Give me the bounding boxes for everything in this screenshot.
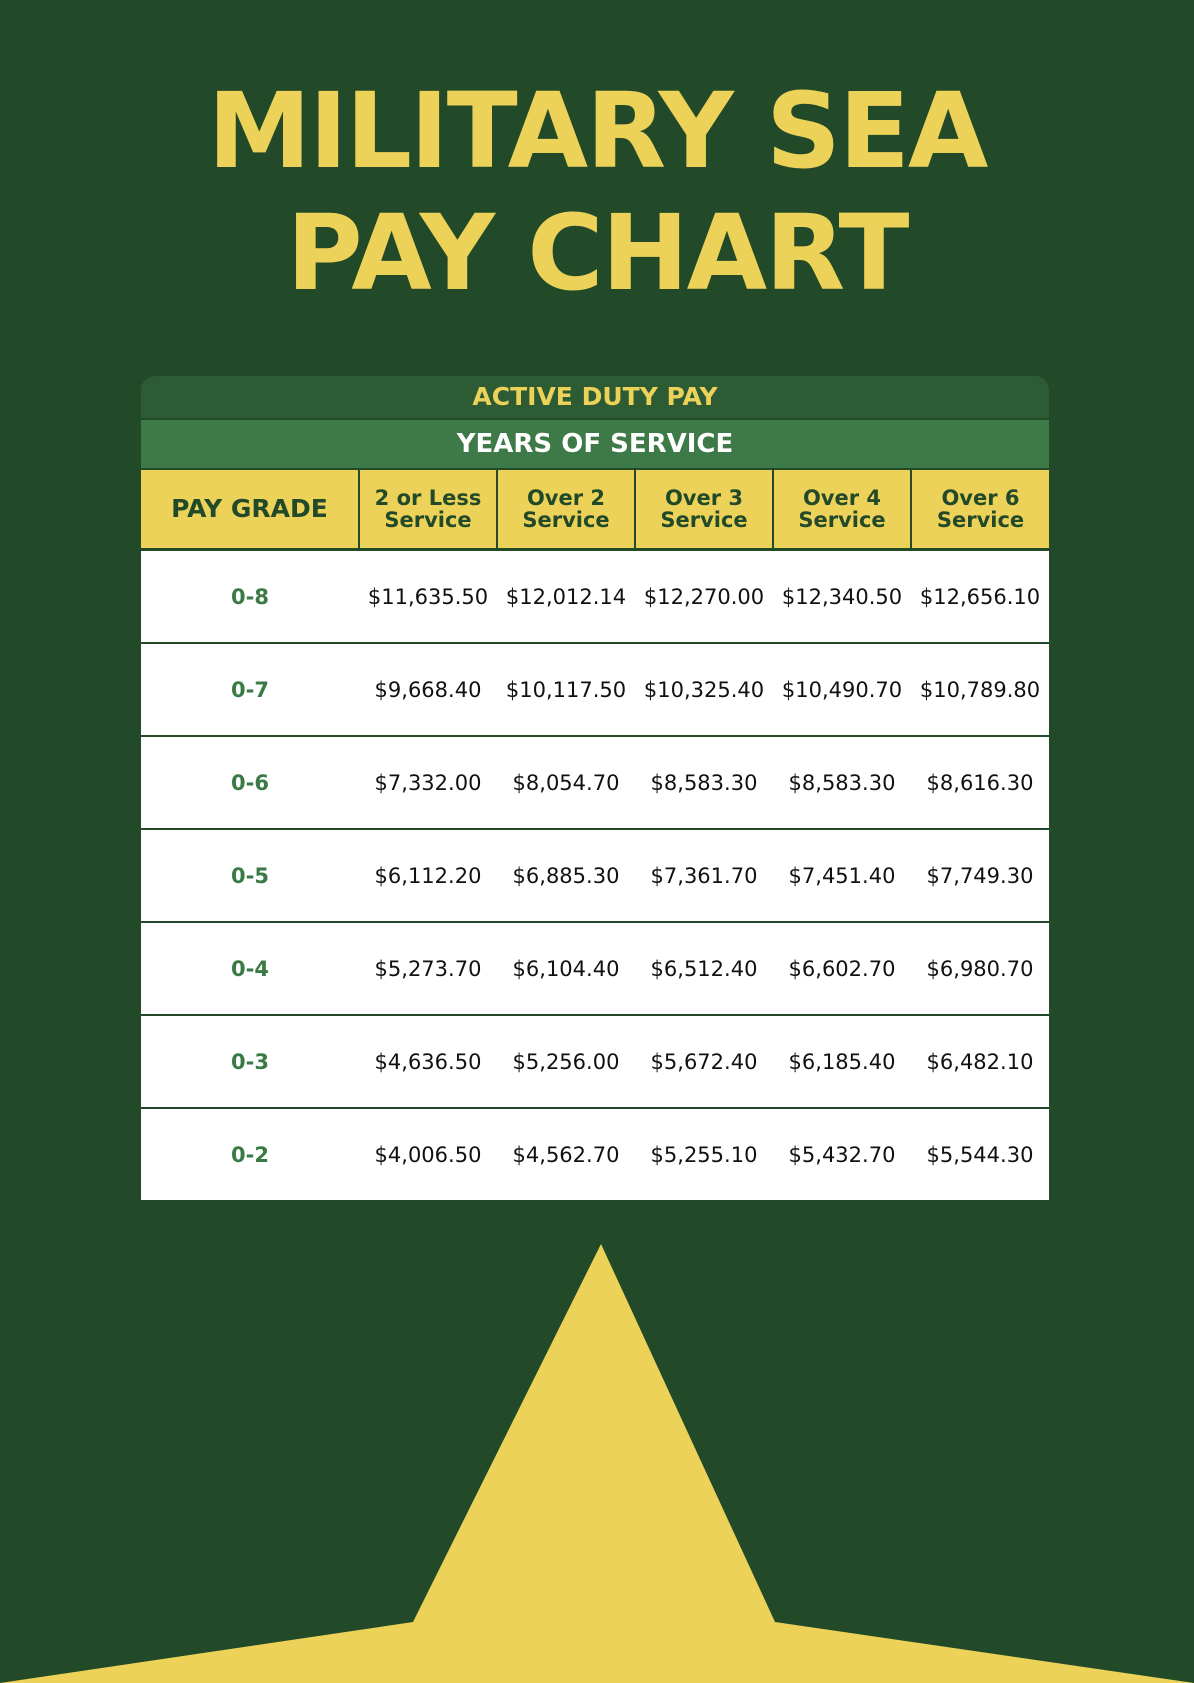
column-header-line-1: Over 2 xyxy=(526,486,606,510)
pay-table xyxy=(141,470,1049,1200)
pay-value-cell: $10,117.50 xyxy=(497,643,635,736)
column-header-row xyxy=(141,470,1049,550)
pay-value-cell: $5,672.40 xyxy=(635,1015,773,1108)
column-header-line-2: Service xyxy=(522,508,610,532)
pay-value-cell: $9,668.40 xyxy=(359,643,497,736)
pay-value-cell: $8,583.30 xyxy=(635,736,773,829)
pay-value-cell: $6,104.40 xyxy=(497,922,635,1015)
column-header-line-2: Service xyxy=(660,508,748,532)
pay-value-cell: $4,636.50 xyxy=(359,1015,497,1108)
pay-value-cell: $5,255.10 xyxy=(635,1108,773,1200)
column-header-line-1: Over 3 xyxy=(664,486,744,510)
pay-value-cell: $8,616.30 xyxy=(911,736,1049,829)
pay-table-container xyxy=(141,376,1049,1200)
active-duty-header: ACTIVE DUTY PAY xyxy=(141,376,1049,420)
table-body xyxy=(141,550,1049,1201)
star-icon xyxy=(0,1230,1194,1683)
pay-value-cell: $6,185.40 xyxy=(773,1015,911,1108)
pay-value-cell: $7,361.70 xyxy=(635,829,773,922)
pay-value-cell: $7,332.00 xyxy=(359,736,497,829)
table-row xyxy=(141,736,1049,829)
pay-value-cell: $6,482.10 xyxy=(911,1015,1049,1108)
pay-value-cell: $7,451.40 xyxy=(773,829,911,922)
pay-grade-cell: 0-7 xyxy=(141,643,359,736)
column-header-line-1: 2 or Less xyxy=(374,486,482,510)
column-header-1 xyxy=(359,470,497,550)
title-line-1: MILITARY SEA xyxy=(207,70,987,192)
pay-value-cell: $8,583.30 xyxy=(773,736,911,829)
pay-value-cell: $8,054.70 xyxy=(497,736,635,829)
pay-value-cell: $11,635.50 xyxy=(359,550,497,644)
column-header-5 xyxy=(911,470,1049,550)
table-row xyxy=(141,1015,1049,1108)
pay-value-cell: $10,325.40 xyxy=(635,643,773,736)
pay-value-cell: $10,789.80 xyxy=(911,643,1049,736)
pay-value-cell: $4,006.50 xyxy=(359,1108,497,1200)
column-header-4 xyxy=(773,470,911,550)
table-row xyxy=(141,1108,1049,1200)
column-header-2 xyxy=(497,470,635,550)
title-line-2: PAY CHART xyxy=(286,192,908,314)
column-header-line-1: Over 6 xyxy=(941,486,1020,510)
table-row xyxy=(141,550,1049,644)
column-header-line-2: Service xyxy=(798,508,886,532)
pay-grade-cell: 0-8 xyxy=(141,550,359,644)
years-of-service-header: YEARS OF SERVICE xyxy=(141,420,1049,470)
column-header-line-1: PAY GRADE xyxy=(171,494,328,523)
column-header-line-2: Service xyxy=(384,508,472,532)
table-row xyxy=(141,922,1049,1015)
pay-grade-cell: 0-5 xyxy=(141,829,359,922)
column-header-line-2: Service xyxy=(936,508,1025,532)
page-title xyxy=(0,70,1194,314)
pay-value-cell: $6,885.30 xyxy=(497,829,635,922)
column-header-pay-grade xyxy=(141,470,359,550)
pay-value-cell: $5,273.70 xyxy=(359,922,497,1015)
pay-value-cell: $6,112.20 xyxy=(359,829,497,922)
pay-value-cell: $12,340.50 xyxy=(773,550,911,644)
pay-grade-cell: 0-3 xyxy=(141,1015,359,1108)
column-header-3 xyxy=(635,470,773,550)
table-row xyxy=(141,829,1049,922)
pay-grade-cell: 0-2 xyxy=(141,1108,359,1200)
pay-value-cell: $5,432.70 xyxy=(773,1108,911,1200)
pay-value-cell: $12,012.14 xyxy=(497,550,635,644)
pay-grade-cell: 0-6 xyxy=(141,736,359,829)
pay-value-cell: $10,490.70 xyxy=(773,643,911,736)
pay-grade-cell: 0-4 xyxy=(141,922,359,1015)
pay-value-cell: $6,980.70 xyxy=(911,922,1049,1015)
pay-value-cell: $6,602.70 xyxy=(773,922,911,1015)
pay-value-cell: $5,544.30 xyxy=(911,1108,1049,1200)
pay-value-cell: $7,749.30 xyxy=(911,829,1049,922)
table-row xyxy=(141,643,1049,736)
column-header-line-1: Over 4 xyxy=(802,486,882,510)
pay-value-cell: $6,512.40 xyxy=(635,922,773,1015)
star-shape xyxy=(0,1244,1194,1683)
pay-value-cell: $4,562.70 xyxy=(497,1108,635,1200)
pay-value-cell: $12,656.10 xyxy=(911,550,1049,644)
pay-value-cell: $12,270.00 xyxy=(635,550,773,644)
pay-value-cell: $5,256.00 xyxy=(497,1015,635,1108)
